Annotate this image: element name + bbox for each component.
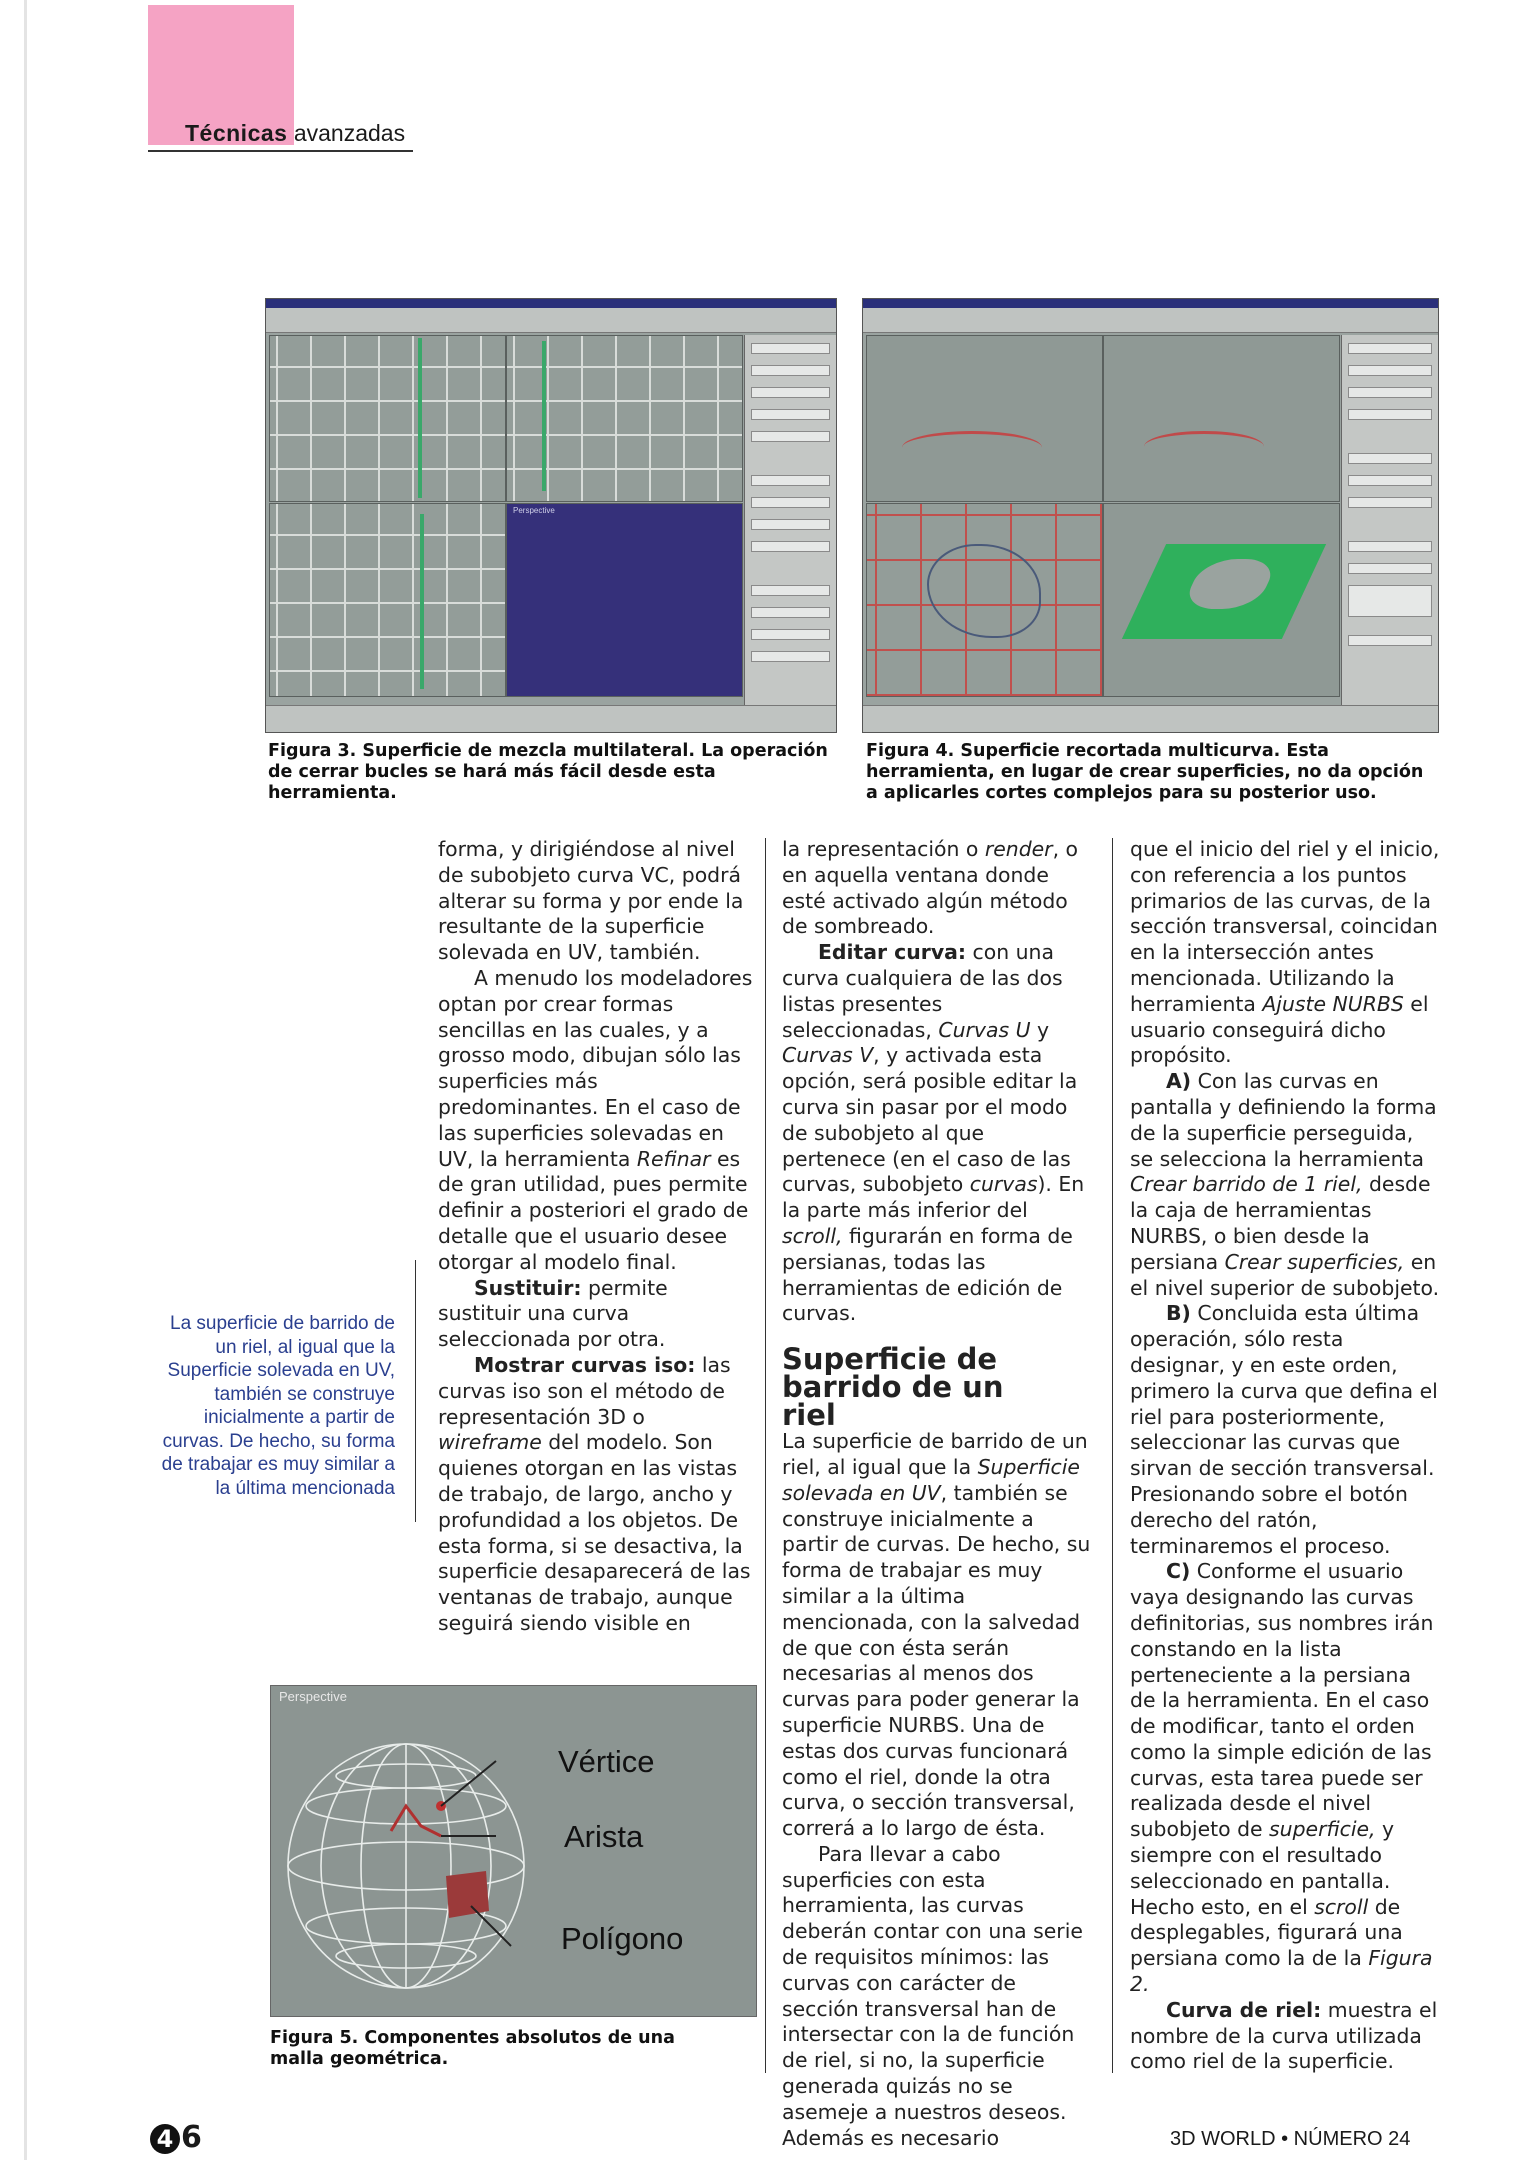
panel-row	[751, 541, 830, 552]
panel-row	[1348, 365, 1432, 376]
viewport-label: Perspective	[513, 506, 555, 515]
figure-4-screenshot	[862, 298, 1439, 733]
app-toolbar	[266, 308, 836, 333]
viewport-label: Perspective	[279, 1689, 347, 1704]
page-number	[150, 2120, 202, 2155]
magazine-footer: 3D WORLD • NÚMERO 24	[1170, 2128, 1411, 2150]
app-titlebar	[266, 299, 836, 308]
paragraph: Curva de riel: muestra el nombre de la curva utilizada como riel de la superficie.	[1130, 1997, 1438, 2074]
edge-label: Arista	[564, 1819, 644, 1854]
paragraph: B) Concluida esta última operación, sólo resta designar, y en este orden, primero la curva que defina el riel para posteriormente, seleccionar las curvas que sirvan de sección transversal. Presionando sobre el botón derecho del ratón, terminaremos el proceso.	[1130, 1301, 1438, 1558]
panel-row	[751, 431, 830, 442]
green-curve	[420, 514, 424, 689]
panel-row	[751, 607, 830, 618]
figure-5-caption: Figura 5. Componentes absolutos de una malla geométrica.	[270, 2028, 675, 2069]
paragraph: Editar curva: con una curva cualquiera de las dos listas presentes seleccionadas, Curvas U y Curvas V, y activada esta opción, será posible editar la curva sin pasar por el modo de subobjeto al que pertenece (en el caso de las curvas, subobjeto curvas). En la parte más inferior del scroll, figurarán en forma de persianas, todas las herramientas de edición de curvas.	[782, 940, 1085, 1326]
panel-row	[1348, 585, 1432, 617]
panel-row	[1348, 563, 1432, 574]
green-curve	[542, 341, 546, 491]
paragraph: Sustituir: permite sustituir una curva seleccionada por otra.	[438, 1275, 668, 1352]
paragraph: la representación o render, o en aquella ventana donde esté activado algún método de sombreado.	[782, 837, 1079, 939]
polygon-face	[446, 1871, 489, 1918]
paragraph: Mostrar curvas iso: las curvas iso son el método de representación 3D o wireframe del modelo. Son quienes otorgan en las vistas de trabajo, de largo, ancho y profundidad a los objetos. De esta forma, si se desactiva, la superficie desaparecerá de las ventanas de trabajo, aunque seguirá siendo visible en	[438, 1352, 751, 1635]
panel-row	[751, 387, 830, 398]
body-column-3	[1130, 837, 1442, 2075]
app-statusbar	[266, 705, 836, 732]
paragraph: La superficie de barrido de un riel, al igual que la Superficie solevada en UV, también se construye inicialmente a partir de curvas. De hecho, su forma de trabajar es muy similar a la última mencionada, con la salvedad de que con ésta serán necesarias al menos dos curvas para poder generar la superficie NURBS. Una de estas dos curvas funcionará como el riel, donde la otra curva, o sección transversal, correrá a lo largo de ésta.	[782, 1429, 1091, 1841]
panel-row	[1348, 475, 1432, 486]
figure-3-caption: Figura 3. Superficie de mezcla multilateral. La operación de cerrar bucles se hará más fácil desde esta herramienta.	[268, 741, 828, 803]
panel-row	[751, 343, 830, 354]
paragraph: A menudo los modeladores optan por crear formas sencillas en las cuales, y a grosso modo, dibujan sólo las superficies más predominantes. En el caso de las superficies solevadas en UV, la herramienta Refinar es de gran utilidad, pues permite definir a posteriori el grado de detalle que el usuario desee otorgar al modelo final.	[438, 965, 753, 1274]
app-statusbar	[863, 705, 1438, 732]
pull-quote: La superficie de barrido de un riel, al igual que la Superficie solevada en UV, también se construye inicialmente a partir de curvas. De hecho, su forma de trabajar es muy similar a la última mencionada	[161, 1313, 395, 1499]
panel-row	[751, 497, 830, 508]
viewport-front	[506, 335, 743, 502]
page-fold-edge	[24, 0, 27, 2160]
app-toolbar	[863, 308, 1438, 333]
section-header-rest: avanzadas	[293, 120, 406, 146]
page-number-circle: 4	[150, 2124, 180, 2154]
command-panel	[1341, 335, 1438, 705]
section-heading: Superficie de barrido de un riel	[782, 1342, 1004, 1433]
figure-5-image	[270, 1685, 757, 2017]
figure-4-caption: Figura 4. Superficie recortada multicurva. Esta herramienta, en lugar de crear superficies, no da opción a aplicarles cortes complejos para su posterior uso.	[866, 741, 1424, 803]
panel-row	[1348, 541, 1432, 552]
paragraph: Para llevar a cabo superficies con esta herramienta, las curvas deberán contar con una serie de requisitos mínimos: las curvas con carácter de sección transversal han de intersectar con la de función de riel, si no, la superficie generada quizás no se asemeje a nuestros deseos. Además es necesario	[782, 1841, 1083, 2150]
wireframe-sphere	[271, 1686, 756, 2016]
paragraph: A) Con las curvas en pantalla y definiendo la forma de la superficie perseguida, se selecciona la herramienta Crear barrido de 1 riel, desde la caja de herramientas NURBS, o bien desde la persiana Crear superficies, en el nivel superior de subobjeto.	[1130, 1069, 1440, 1300]
viewport-top	[866, 335, 1103, 502]
body-column-2	[782, 837, 1094, 2151]
edge-highlight	[391, 1806, 441, 1836]
trim-curve	[1144, 431, 1264, 462]
column-rule	[1112, 838, 1113, 2073]
column-rule	[765, 838, 766, 2073]
viewport-perspective	[506, 503, 743, 697]
page-number-rest: 6	[181, 2120, 202, 2155]
panel-row	[1348, 343, 1432, 354]
panel-row	[751, 475, 830, 486]
trim-loop	[927, 544, 1041, 638]
polygon-label: Polígono	[561, 1921, 684, 1956]
panel-row	[1348, 453, 1432, 464]
paragraph: que el inicio del riel y el inicio, con referencia a los puntos primarios de las curvas, de la sección transversal, coincidan en la intersección antes mencionada. Utilizando la herramienta Ajuste NURBS el usuario conseguirá dicho propósito.	[1130, 837, 1440, 1068]
trimmed-surface	[1122, 544, 1326, 639]
viewport-front	[1103, 335, 1340, 502]
command-panel	[744, 335, 836, 705]
header-rule	[148, 150, 413, 152]
pull-quote-rule	[415, 1260, 416, 1522]
viewport-left	[866, 503, 1103, 697]
panel-row	[1348, 497, 1432, 508]
viewport-left	[269, 503, 506, 697]
panel-row	[1348, 387, 1432, 398]
section-header	[185, 120, 405, 147]
trim-curve	[902, 431, 1042, 464]
panel-row	[751, 365, 830, 376]
panel-row	[751, 409, 830, 420]
green-curve	[418, 338, 422, 498]
viewport-top	[269, 335, 506, 502]
figure-3-screenshot	[265, 298, 837, 733]
panel-row	[751, 651, 830, 662]
panel-row	[751, 629, 830, 640]
vertex-label: Vértice	[558, 1744, 655, 1779]
surface-hole	[1181, 559, 1279, 609]
paragraph: forma, y dirigiéndose al nivel de subobjeto curva VC, podrá alterar su forma y por ende la resultante de la superficie solevada en UV, también.	[438, 837, 744, 965]
app-titlebar	[863, 299, 1438, 308]
panel-row	[1348, 409, 1432, 420]
paragraph: C) Conforme el usuario vaya designando las curvas definitorias, sus nombres irán constando en la lista perteneciente a la persiana de la herramienta. En el caso de modificar, tanto el orden como la simple edición de las curvas, esta tarea puede ser realizada desde el nivel subobjeto de superficie, y siempre con el resultado seleccionado en pantalla. Hecho esto, en el scroll de desplegables, figurará una persiana como la de la Figura 2.	[1130, 1559, 1434, 1997]
body-column-1	[438, 837, 754, 1637]
section-header-bold: Técnicas	[185, 120, 288, 146]
viewport-perspective	[1103, 503, 1340, 697]
panel-row	[751, 519, 830, 530]
panel-row	[1348, 635, 1432, 646]
panel-row	[751, 585, 830, 596]
